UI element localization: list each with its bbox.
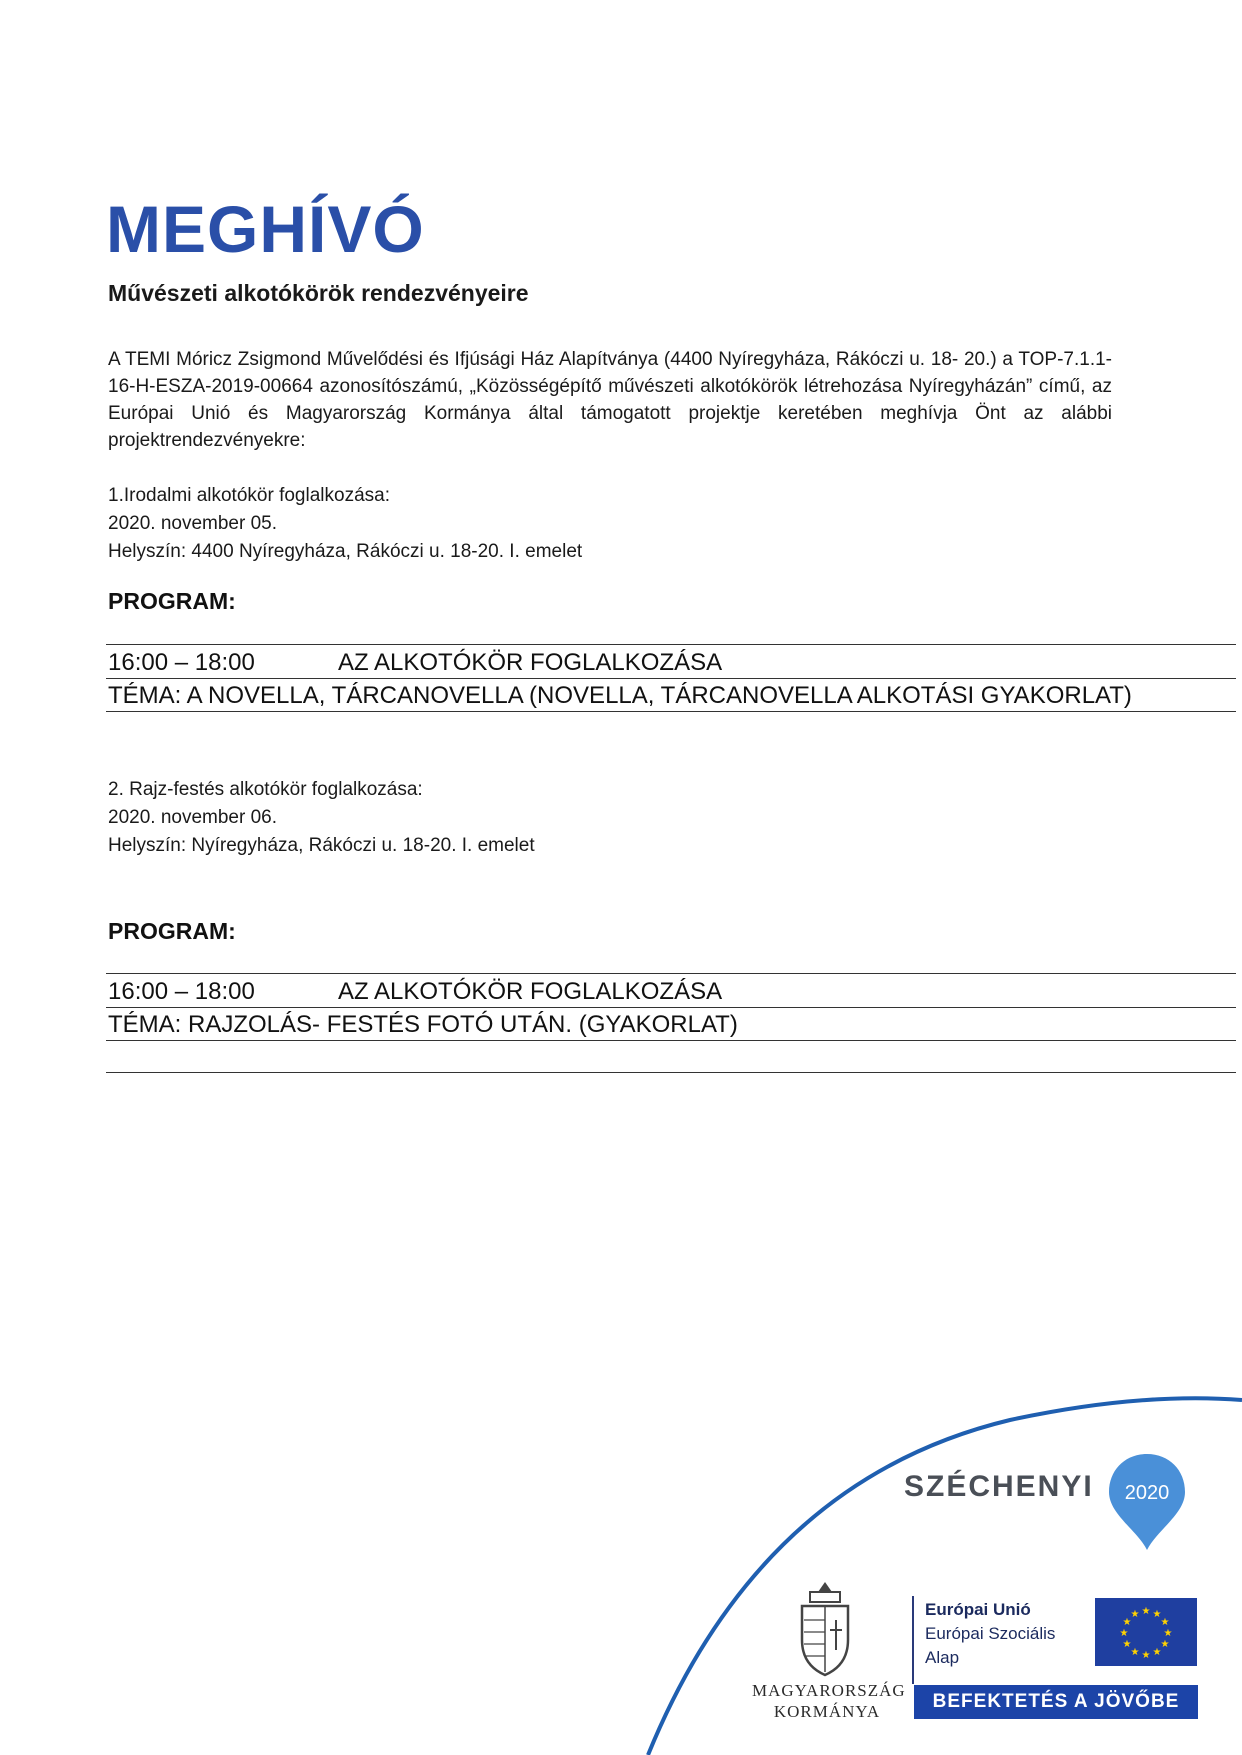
svg-text:★: ★ [1119,1628,1129,1639]
eu-text-line1: Európai Unió [925,1600,1031,1619]
event2-time: 16:00 – 18:00 [108,978,255,1005]
kormany-line1: MAGYARORSZÁG [752,1681,906,1700]
event1-program-heading: PROGRAM: [108,588,236,614]
svg-text:★: ★ [1163,1628,1173,1639]
svg-text:★: ★ [1141,1606,1151,1617]
event1-time: 16:00 – 18:00 [108,649,255,676]
event2-program-heading: PROGRAM: [108,918,236,944]
event1-theme: TÉMA: A NOVELLA, TÁRCANOVELLA (NOVELLA, TÁRCANOVELLA ALKOTÁSI GYAKORLAT) [108,682,1132,709]
szechenyi-year: 2020 [1124,1482,1170,1504]
szechenyi-pin-icon [1107,1452,1187,1552]
eu-divider [912,1596,914,1684]
svg-text:★: ★ [1130,1609,1140,1620]
eu-text-line3: Alap [925,1648,960,1667]
intro-paragraph: A TEMI Móricz Zsigmond Művelődési és Ifjúsági Ház Alapítványa (4400 Nyíregyháza, Rákóczi u. 18- 20.) a TOP-7.1.1-16-H-ESZA-2019-00664 azonosítószámú, „Közösségépítő művészeti alkotókörök létrehozása Nyíregyházán” című, az Európai Unió és Magyarország Kormánya által támogatott projektje keretében meghívja Önt az alábbi projektrendezvényekre: [108,349,1112,451]
svg-text:★: ★ [1160,1639,1170,1650]
event2-date: 2020. november 06. [108,807,278,828]
svg-text:★: ★ [1141,1650,1151,1661]
event2-theme: TÉMA: RAJZOLÁS- FESTÉS FOTÓ UTÁN. (GYAKORLAT) [108,1011,738,1038]
svg-text:★: ★ [1130,1647,1140,1658]
event2-name: 2. Rajz-festés alkotókör foglalkozása: [108,779,423,800]
svg-text:★: ★ [1152,1609,1162,1620]
event1-location: Helyszín: 4400 Nyíregyháza, Rákóczi u. 18-20. I. emelet [108,541,583,562]
coat-of-arms-icon [790,1580,860,1680]
svg-text:★: ★ [1122,1617,1132,1628]
event2-activity: AZ ALKOTÓKÖR FOGLALKOZÁSA [338,978,723,1005]
event1-name: 1.Irodalmi alkotókör foglalkozása: [108,485,390,506]
szechenyi-logo-text: SZÉCHENYI [904,1470,1094,1503]
event1-date: 2020. november 05. [108,513,278,534]
event2-location: Helyszín: Nyíregyháza, Rákóczi u. 18-20. I. emelet [108,835,535,856]
svg-text:★: ★ [1152,1647,1162,1658]
event1-activity: AZ ALKOTÓKÖR FOGLALKOZÁSA [338,649,723,676]
eu-text-line2: Európai Szociális [925,1624,1056,1643]
svg-text:★: ★ [1160,1617,1170,1628]
eu-flag-icon [1095,1598,1197,1666]
svg-text:★: ★ [1122,1639,1132,1650]
page-subtitle: Művészeti alkotókörök rendezvényeire [108,280,529,306]
kormany-line2: KORMÁNYA [773,1702,881,1721]
kormany-logo-text [752,1680,906,1722]
invest-banner: BEFEKTETÉS A JÖVŐBE [914,1685,1198,1719]
page-title: MEGHÍVÓ [106,192,425,266]
